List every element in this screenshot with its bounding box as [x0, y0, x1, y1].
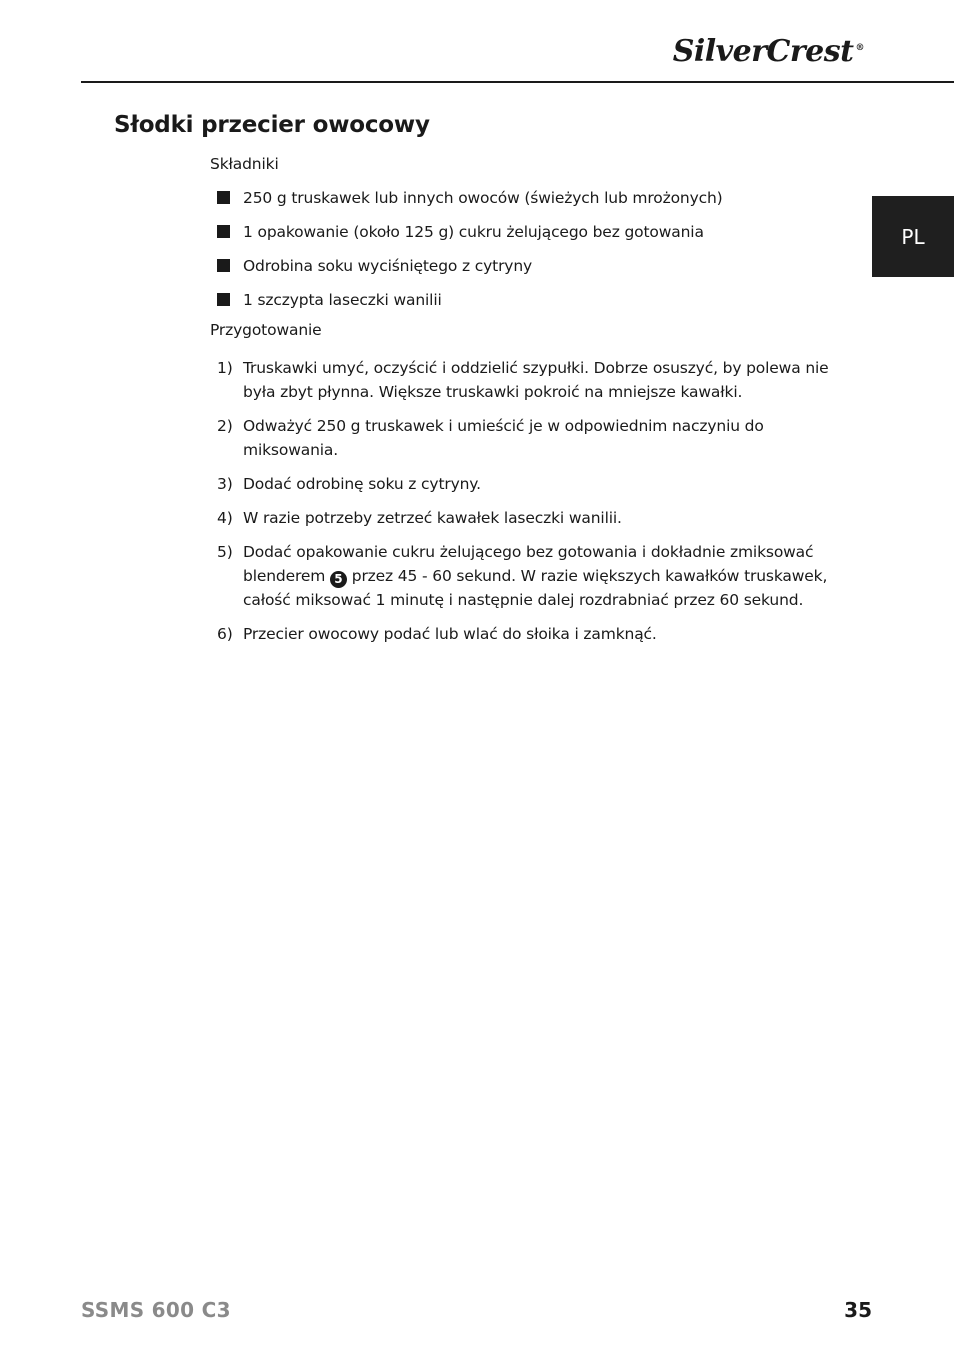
step-number: 1) [217, 359, 233, 377]
brand-logo [673, 34, 864, 69]
language-tab: PL [872, 196, 954, 277]
part-reference-badge: 5 [330, 571, 347, 588]
step-number: 4) [217, 509, 233, 527]
step-text-before: Dodać opakowanie cukru żelującego bez gotowania i dokładnie zmiksować blenderem [243, 543, 814, 585]
step-number: 3) [217, 475, 233, 493]
step-item [210, 506, 850, 530]
step-text: W razie potrzeby zetrzeć kawałek laseczki wanilii. [243, 509, 622, 527]
step-text: Truskawki umyć, oczyścić i oddzielić szypułki. Dobrze osuszyć, by polewa nie była zbyt płynna. Większe truskawki pokroić na mniejsze kawałki. [243, 359, 829, 401]
list-item [210, 220, 850, 244]
step-text-after: przez 45 - 60 sekund. W razie większych kawałków truskawek, całość miksować 1 minutę i następnie dalej rozdrabniać przez 60 sekund. [243, 567, 828, 609]
page-title: Słodki przecier owocowy [114, 112, 430, 138]
step-item [210, 472, 850, 496]
header-divider [81, 81, 954, 83]
square-bullet-icon [217, 225, 230, 238]
step-item [210, 540, 850, 612]
registered-mark: ® [855, 43, 864, 53]
step-text: Dodać odrobinę soku z cytryny. [243, 475, 481, 493]
step-number: 5) [217, 543, 233, 561]
ingredient-text: 1 szczypta laseczki wanilii [243, 291, 442, 309]
ingredient-text: 1 opakowanie (około 125 g) cukru żelującego bez gotowania [243, 223, 704, 241]
ingredients-list [210, 186, 850, 312]
ingredient-text: Odrobina soku wyciśniętego z cytryny [243, 257, 533, 275]
step-text: Przecier owocowy podać lub wlać do słoika i zamknąć. [243, 625, 657, 643]
recipe-content [210, 152, 850, 656]
footer-model: SSMS 600 C3 [81, 1298, 231, 1322]
square-bullet-icon [217, 191, 230, 204]
preparation-heading: Przygotowanie [210, 321, 322, 339]
preparation-steps [210, 356, 850, 646]
list-item [210, 254, 850, 278]
list-item [210, 186, 850, 210]
page-number: 35 [844, 1298, 872, 1322]
square-bullet-icon [217, 293, 230, 306]
list-item [210, 288, 850, 312]
ingredients-heading: Składniki [210, 155, 279, 173]
step-number: 2) [217, 417, 233, 435]
step-item [210, 414, 850, 462]
square-bullet-icon [217, 259, 230, 272]
brand-name: SilverCrest [672, 34, 854, 69]
step-item [210, 356, 850, 404]
step-text: Odważyć 250 g truskawek i umieścić je w odpowiednim naczyniu do miksowania. [243, 417, 764, 459]
ingredient-text: 250 g truskawek lub innych owoców (świeżych lub mrożonych) [243, 189, 723, 207]
step-item [210, 622, 850, 646]
step-number: 6) [217, 625, 233, 643]
